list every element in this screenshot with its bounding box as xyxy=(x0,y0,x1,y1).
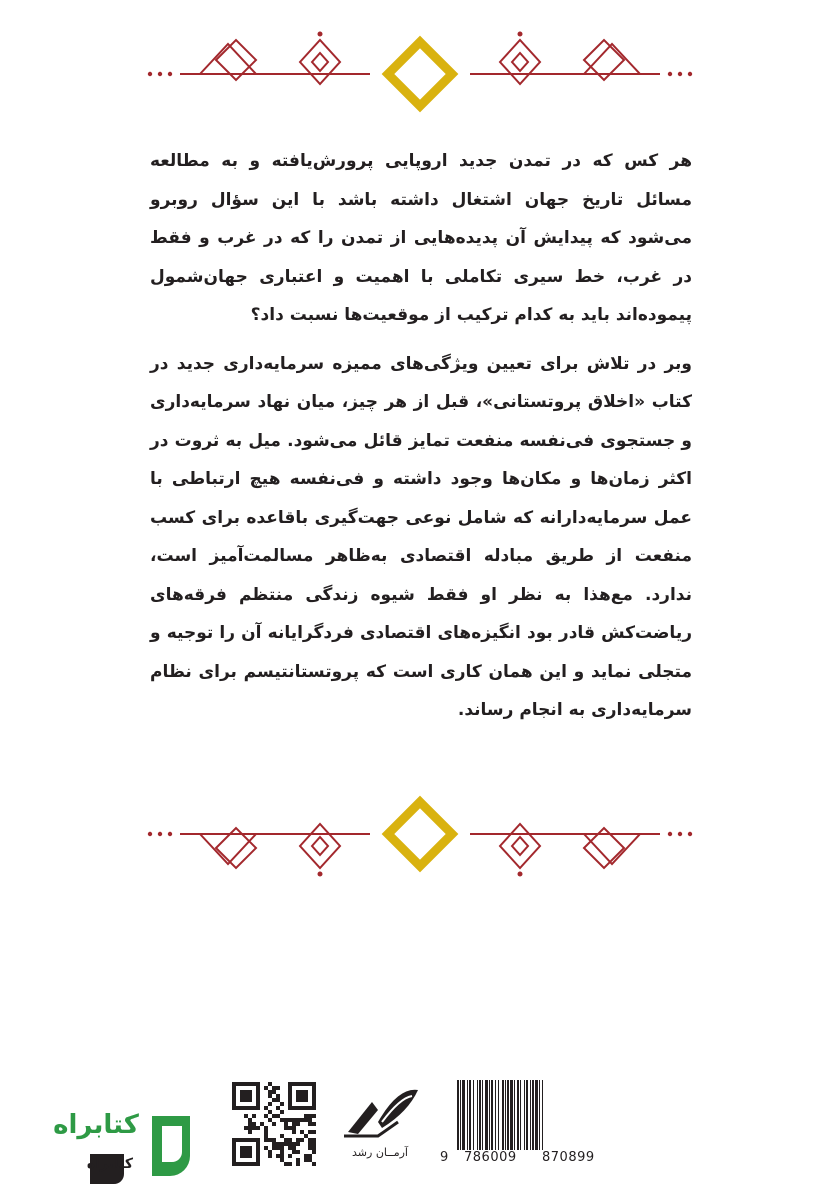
isbn-barcode xyxy=(455,1080,615,1150)
isbn-lead-digit: 9 xyxy=(440,1150,449,1165)
top-ornament xyxy=(140,12,700,122)
footer xyxy=(0,1070,840,1190)
paragraph-2: وبر در تلاش برای تعیین ویژگی‌های ممیزه سرمایه‌داری جدید در کتاب «اخلاق پروتستانی»، قبل از هر چیز، میان نهاد سرمایه‌داری و جستجوی فی‌نفسه منفعت تمایز قائل می‌شود. میل به ثروت در اکثر زمان‌ها و مکان‌ها وجود داشته و فی‌نفسه هیچ ارتباطی با عمل سرمایه‌دارانه که شامل نوعی جهت‌گیری باقاعده برای کسب منفعت از طریق مبادله اقتصادی به‌ظاهر مسالمت‌آمیز است، ندارد. مع‌هذا به نظر او فقط شیوه زندگی منتظم فرقه‌های ریاضت‌کش قادر بود انگیزه‌های اقتصادی فردگرایانه آن را توجیه و متجلی نماید و این همان کاری است که پروتستانتیسم برای نظام سرمایه‌داری به انجام رساند. xyxy=(150,353,692,720)
paragraph-1: هر کس که در تمدن جدید اروپایی پرورش‌یافته و به مطالعه مسائل تاریخ جهان اشتغال داشته باشد با این سؤال روبرو می‌شود که پیدایش آن پدیده‌هایی از تمدن را که در غرب و فقط در غرب، خط سیری تکاملی با اهمیت و اعتباری جهان‌شمول پیموده‌اند باید به کدام ترکیب از موقعیت‌ها نسبت داد؟ xyxy=(150,151,692,325)
qr-code-icon xyxy=(232,1082,316,1166)
body-text xyxy=(150,142,692,730)
bottom-ornament xyxy=(140,786,700,896)
ketabrah-logo-text: کتابراه xyxy=(53,1110,139,1140)
ketabrah-logo-subtext: کتابراه xyxy=(86,1156,134,1172)
publisher-name: آرمــان رشد xyxy=(352,1146,408,1159)
ketabrah-logo xyxy=(40,1090,210,1190)
isbn-group-1: 786009 xyxy=(464,1150,517,1165)
book-leaf-logo-icon xyxy=(338,1082,422,1142)
isbn-group-2: 870899 xyxy=(542,1150,595,1165)
ketabrah-bookmark-logo-icon xyxy=(40,1090,210,1190)
